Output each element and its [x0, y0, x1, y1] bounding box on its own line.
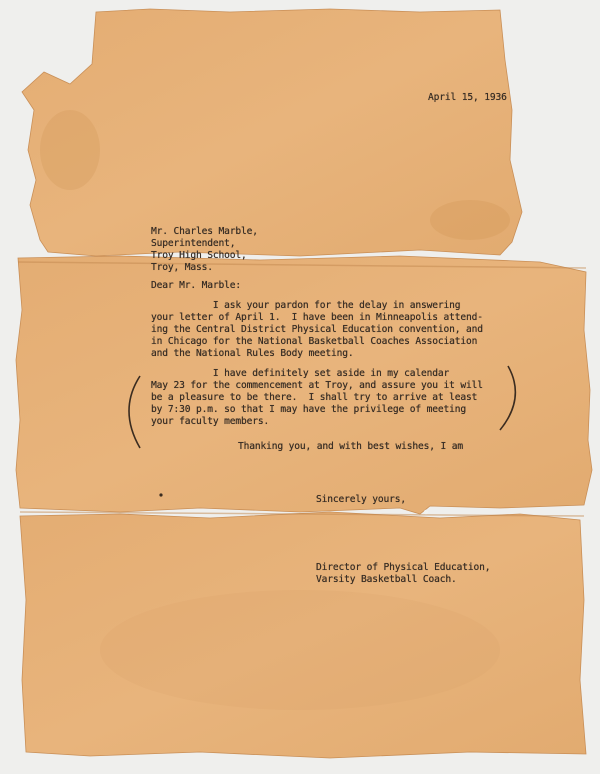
signature-title: Director of Physical Education, — [316, 562, 491, 573]
paragraph-2-line: your faculty members. — [151, 416, 270, 427]
sign-off: Sincerely yours, — [316, 494, 407, 505]
paragraph-1-line: I ask your pardon for the delay in answering — [151, 300, 461, 311]
signature-title: Varsity Basketball Coach. — [316, 574, 457, 585]
recipient-city: Troy, Mass. — [151, 262, 213, 273]
closing-line: Thanking you, and with best wishes, I am — [238, 441, 464, 452]
letter-date: April 15, 1936 — [428, 92, 507, 103]
paragraph-2-line: by 7:30 p.m. so that I may have the privilege of meeting — [151, 404, 467, 415]
recipient-name: Mr. Charles Marble, — [151, 226, 258, 237]
paragraph-2-line: I have definitely set aside in my calendar — [151, 368, 450, 379]
salutation: Dear Mr. Marble: — [151, 280, 242, 291]
paragraph-1-line: your letter of April 1. I have been in Minneapolis attend- — [151, 312, 483, 323]
paragraph-2-line: be a pleasure to be there. I shall try to arrive at least — [151, 392, 478, 403]
recipient-title: Superintendent, — [151, 238, 236, 249]
paragraph-1-line: and the National Rules Body meeting. — [151, 348, 354, 359]
paragraph-2-line: May 23 for the commencement at Troy, and assure you it will — [151, 380, 483, 391]
paragraph-1-line: in Chicago for the National Basketball Coaches Association — [151, 336, 478, 347]
paragraph-1-line: ing the Central District Physical Education convention, and — [151, 324, 483, 335]
recipient-school: Troy High School, — [151, 250, 247, 261]
